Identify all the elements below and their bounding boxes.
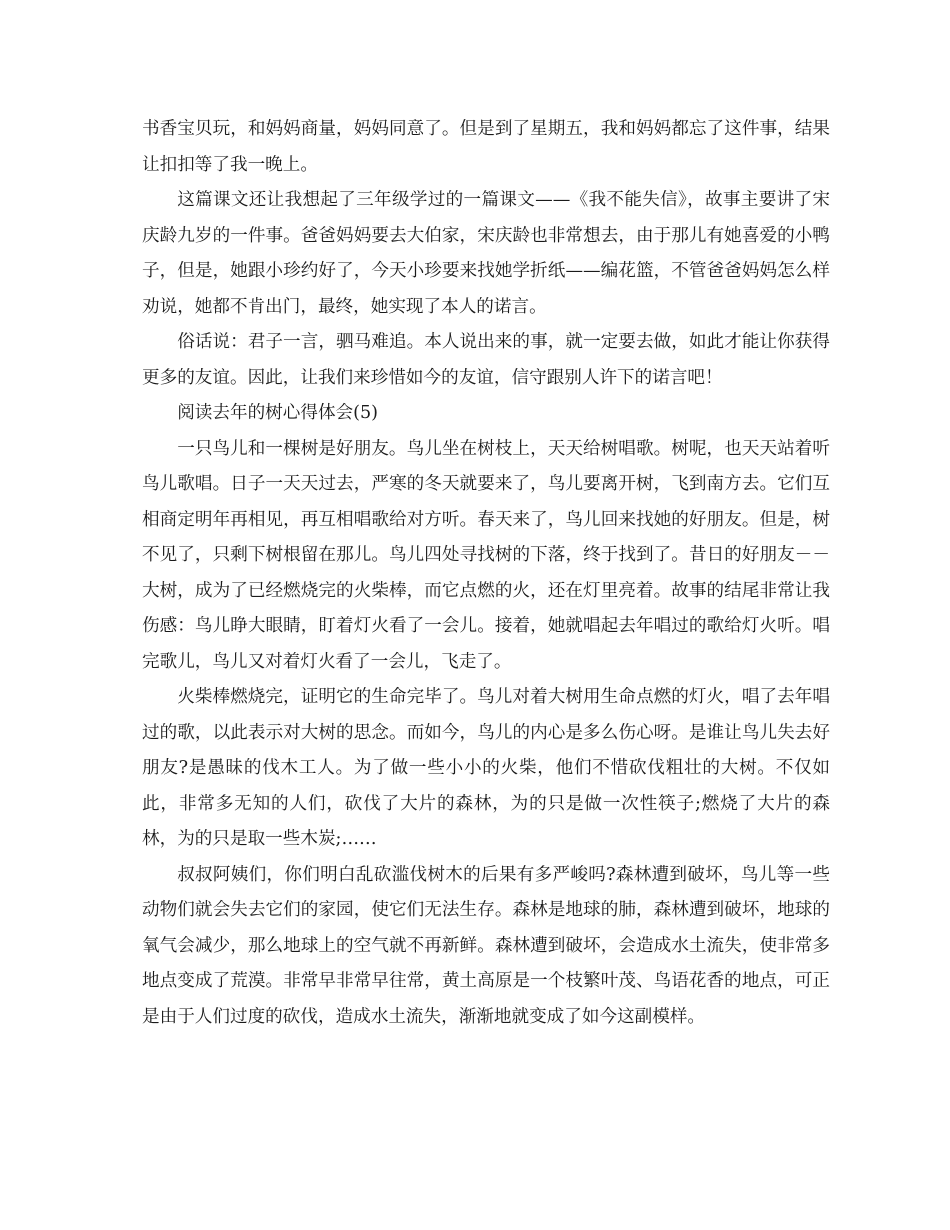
section-heading: 阅读去年的树心得体会(5) xyxy=(177,403,379,423)
paragraph: 火柴棒燃烧完，证明它的生命完毕了。鸟儿对着大树用生命点燃的灯火，唱了去年唱过的歌，以此表示对大树的思念。而如今，鸟儿的内心是多么伤心呀。是谁让鸟儿失去好朋友?是愚昧的伐木工人。为了做一些小小的火柴，他们不惜砍伐粗壮的大树。不仅如此，非常多无知的人们，砍伐了大片的森林，为的只是做一次性筷子;燃烧了大片的森林，为的只是取一些木炭;…… xyxy=(142,687,830,849)
paragraph: 叔叔阿姨们，你们明白乱砍滥伐树木的后果有多严峻吗?森林遭到破坏，鸟儿等一些动物们就会失去它们的家园，使它们无法生存。森林是地球的肺，森林遭到破坏，地球的氧气会减少，那么地球上的空气就不再新鲜。森林遭到破坏，会造成水土流失，使非常多地点变成了荒漠。非常早非常早往常，黄土高原是一个枝繁叶茂、鸟语花香的地点，可正是由于人们过度的砍伐，造成水土流失，渐渐地就变成了如今这副模样。 xyxy=(142,864,830,1027)
paragraph: 这篇课文还让我想起了三年级学过的一篇课文——《我不能失信》，故事主要讲了宋庆龄九岁的一件事。爸爸妈妈要去大伯家，宋庆龄也非常想去，由于那儿有她喜爱的小鸭子，但是，她跟小珍约好了，今天小珍要来找她学折纸——编花篮，不管爸爸妈妈怎么样劝说，她都不肯出门，最终，她实现了本人的诺言。 xyxy=(142,190,830,317)
paragraph: 俗话说：君子一言，驷马难追。本人说出来的事，就一定要去做，如此才能让你获得更多的友谊。因此，让我们来珍惜如今的友谊，信守跟别人许下的诺言吧！ xyxy=(142,332,830,388)
paragraph: 书香宝贝玩，和妈妈商量，妈妈同意了。但是到了星期五，我和妈妈都忘了这件事，结果让扣扣等了我一晚上。 xyxy=(142,119,830,175)
document-body xyxy=(142,112,830,1035)
paragraph: 一只鸟儿和一棵树是好朋友。鸟儿坐在树枝上，天天给树唱歌。树呢，也天天站着听鸟儿歌唱。日子一天天过去，严寒的冬天就要来了，鸟儿要离开树，飞到南方去。它们互相商定明年再相见，再互相唱歌给对方听。春天来了，鸟儿回来找她的好朋友。但是，树不见了，只剩下树根留在那儿。鸟儿四处寻找树的下落，终于找到了。昔日的好朋友－－大树，成为了已经燃烧完的火柴棒，而它点燃的火，还在灯里亮着。故事的结尾非常让我伤感：鸟儿睁大眼睛，盯着灯火看了一会儿。接着，她就唱起去年唱过的歌给灯火听。唱完歌儿，鸟儿又对着灯火看了一会儿，飞走了。 xyxy=(142,438,830,672)
